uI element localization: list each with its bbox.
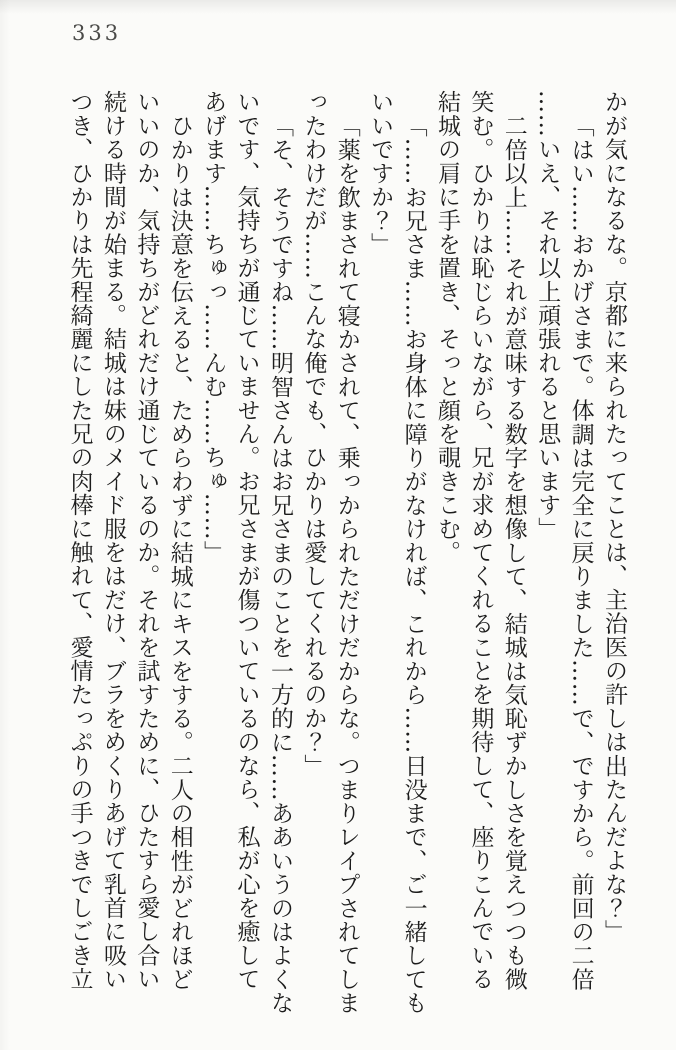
text-block — [62, 90, 630, 1015]
text-column: あげます……ちゅっ……んむ……ちゅ……」 — [200, 90, 227, 564]
text-column: いです、気持ちが通じていません。お兄さまが傷ついているのなら、私が心を癒して — [233, 90, 260, 991]
text-column: 笑む。ひかりは恥じらいながら、兄が求めてくれることを期待して、座りこんでいる — [467, 90, 494, 991]
text-column: ったわけだが……こんな俺でも、ひかりは愛してくれるのか？」 — [300, 90, 327, 778]
text-column: 二倍以上……それが意味する数字を想像して、結城は気恥ずかしさを覚えつつも微 — [500, 113, 527, 991]
page-number: 333 — [72, 21, 122, 45]
text-column: 「はい……おかげさまで。体調は完全に戻りました……で、ですから。前回の二倍 — [567, 113, 594, 991]
text-column: いいですか？」 — [367, 90, 394, 256]
text-column: 「そ、そうですね……明智さんはお兄さまのことを一方的に……ああいうのはよくな — [266, 113, 293, 1015]
text-column: 結城の肩に手を置き、そっと顔を覗きこむ。 — [433, 90, 460, 564]
text-column: ひかりは決意を伝えると、ためらわずに結城にキスをする。二人の相性がどれほど — [166, 113, 193, 991]
text-column: 「……お兄さま……お身体に障りがなければ、これから……日没まで、ご一緒しても — [400, 113, 427, 1015]
text-column: 続ける時間が始まる。結城は妹のメイド服をはだけ、ブラをめくりあげて乳首に吸い — [99, 90, 126, 991]
text-column: 「薬を飲まされて寝かされて、乗っかられただけだからな。つまりレイプされてしま — [333, 113, 360, 1015]
text-column: つき、ひかりは先程綺麗にした兄の肉棒に触れて、愛情たっぷりの手つきでしごき立 — [66, 90, 93, 991]
text-column: いいのか、気持ちがどれだけ通じているのか。それを試すために、ひたすら愛し合い — [133, 90, 160, 991]
text-column: かが気になるな。京都に来られたってことは、主治医の許しは出たんだよな？」 — [601, 90, 627, 944]
text-column: ……いえ、それ以上頑張れると思います」 — [534, 90, 561, 541]
